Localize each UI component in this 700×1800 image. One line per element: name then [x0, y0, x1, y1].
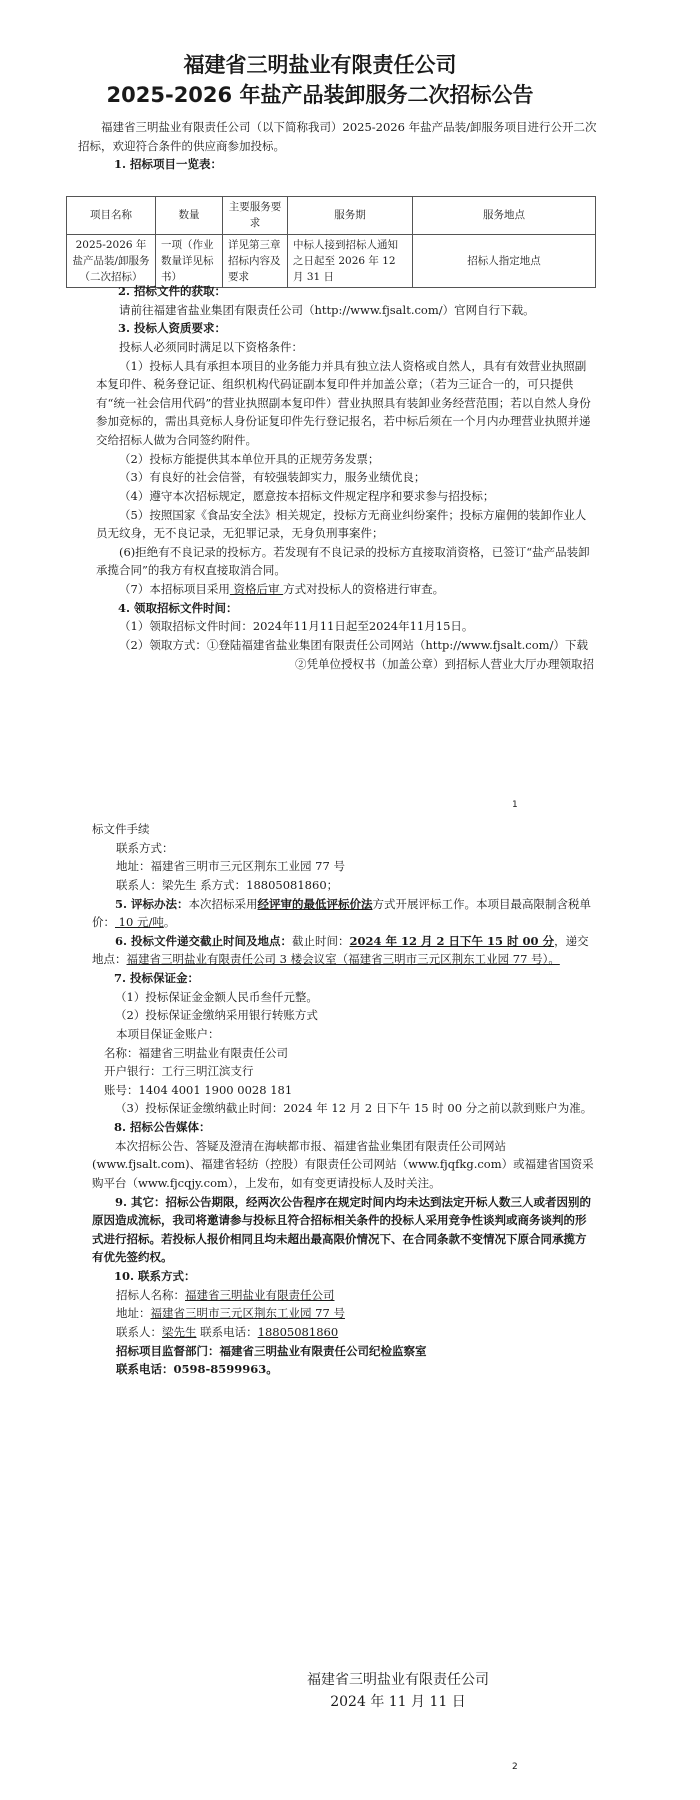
section4-line1: （1）领取招标文件时间：2024年11月11日起至2024年11月15日。: [119, 619, 474, 634]
contact-tenderer: [92, 1286, 594, 1305]
section9-text: 9. 其它：招标公告期限，经两次公告程序在规定时间内均未达到法定开标人数三人或者因别的原因造成流标，我司将邀请参与投标且符合招标相关条件的投标人采用竞争性谈判或商务谈判的形式进行招标。若投标人报价相同且均未超出最高限价情况下、在合同条款不变情况下原合同承揽方有优先签约权。: [92, 1194, 592, 1265]
intro-paragraph: 福建省三明盐业有限责任公司（以下简称我司）2025-2026 年盐产品装/卸服务项目进行公开二次招标，欢迎符合条件的供应商参加投标。: [78, 120, 597, 153]
item7-method: 资格后审: [229, 582, 284, 596]
supervision-phone: 联系电话：0598-8599963。: [116, 1362, 278, 1377]
section2-heading: 2. 招标文件的获取：: [118, 284, 227, 298]
qualification-item: (6)拒绝有不良记录的投标方。若发现有不良记录的投标方直接取消资格，已签订“盐产品装卸承揽合同”的我方有权直接取消合同。: [96, 544, 590, 578]
signature-date: 2024 年 11 月 11 日: [330, 1693, 466, 1710]
items-table: [66, 196, 596, 288]
document-title-line1: 福建省三明盐业有限责任公司: [183, 53, 457, 77]
section4-line2: （2）领取方式：①登陆福建省盐业集团有限责任公司网站（http://www.fjsalt.com/）下载: [119, 637, 588, 652]
evaluation-method: 经评审的最低评标价法: [257, 896, 373, 911]
section4-line3: ②凭单位授权书（加盖公章）到招标人营业大厅办理领取招: [295, 656, 594, 671]
contact-address-2: [92, 1304, 594, 1323]
table-cell: 中标人接到招标人通知之日起至 2026 年 12 月 31 日: [288, 234, 413, 288]
deposit-item: （1）投标保证金金额人民币叁仟元整。: [115, 989, 318, 1004]
section7-heading: 7. 投标保证金：: [114, 971, 200, 985]
section5-pre: 本次招标采用: [188, 896, 258, 911]
table-row: [67, 234, 596, 288]
deposit-account-number: 账号：1404 4001 1900 0028 181: [104, 1082, 293, 1097]
section1-heading: 1. 招标项目一览表：: [114, 157, 223, 172]
qualification-item: （4）遵守本次招标规定，愿意按本招标文件规定程序和要求参与招投标；: [119, 488, 495, 503]
max-price: 10 元/吨: [115, 915, 164, 930]
section4-heading: 4. 领取招标文件时间：: [118, 600, 238, 615]
section5-label: 5. 评标办法：: [115, 896, 189, 911]
table-cell: 详见第三章招标内容及要求: [223, 234, 288, 288]
deadline-time: 2024 年 12 月 2 日下午 15 时 00 分: [349, 933, 555, 948]
qualification-item: （5）按照国家《食品安全法》相关规定，投标方无商业纠纷案件；投标方雇佣的装卸作业人员无纹身，无不良记录，无犯罪记录，无身负刑事案件；: [96, 507, 587, 541]
page-number-1: 1: [512, 800, 518, 810]
person-phone: 18805081860: [257, 1324, 339, 1339]
section3-heading: 3. 投标人资质要求：: [118, 321, 227, 336]
deposit-item: （2）投标保证金缴纳采用银行转账方式: [115, 1008, 318, 1023]
page2-continuation: 标文件手续: [92, 822, 150, 836]
deposit-account-name: 名称：福建省三明盐业有限责任公司: [104, 1045, 288, 1060]
contact-person: 联系人：梁先生 系方式：18805081860；: [116, 877, 339, 892]
phone-label: 联系电话：: [196, 1324, 258, 1339]
section5-paragraph: [92, 895, 594, 932]
table-header: 项目名称: [67, 197, 156, 235]
item7-post: 方式对投标人的资格进行审查。: [283, 582, 445, 596]
table-header: 主要服务要求: [223, 197, 288, 235]
contact-person-2: [92, 1323, 594, 1342]
address-value: 福建省三明市三元区荆东工业园 77 号: [150, 1306, 345, 1321]
section8-text: 本次招标公告、答疑及澄清在海峡都市报、福建省盐业集团有限责任公司网站(www.fjsalt.com)、福建省轻纺（控股）有限责任公司网站（www.fjqfkg.com）或福建省国资采购平台（www.fjcqjy.com），上发布，如有变更请投标人及时关注。: [92, 1138, 594, 1190]
signature-org: 福建省三明盐业有限责任公司: [307, 1672, 489, 1688]
section5-mid: 方式开展评标工作。本项目最高限制含税单价：: [92, 896, 592, 930]
deposit-account-lead: 本项目保证金账户：: [116, 1026, 220, 1041]
person-name: 梁先生: [162, 1324, 197, 1339]
qualification-item: （3）有良好的社会信誉，有较强装卸实力，服务业绩优良；: [119, 470, 426, 485]
tenderer-name: 福建省三明盐业有限责任公司: [185, 1287, 335, 1302]
section5-end: 。: [163, 915, 176, 930]
qualification-item: （1）投标人具有承担本项目的业务能力并具有独立法人资格或自然人，具有有效营业执照副本复印件、税务登记证、组织机构代码证副本复印件并加盖公章；（若为三证合一的，可只提供有“统一社会信用代码”的营业执照副本复印件）营业执照具有装卸业务经营范围；若以自然人身份参加竞标的，需出具竞标人身份证复印件先行登记报名，若中标后须在一个月内办理营业执照并递交给招标人做为合同签约附件。: [96, 358, 591, 447]
deposit-item-3: （3）投标保证金缴纳截止时间：2024 年 12 月 2 日下午 15 时 00 分之前以款到账户为准。: [115, 1101, 593, 1116]
submission-place: 福建省三明盐业有限责任公司 3 楼会议室（福建省三明市三元区荆东工业园 77 号）。: [126, 952, 560, 967]
section6-paragraph: [92, 932, 594, 969]
signature-block: [278, 1670, 518, 1713]
page-number-2: 2: [512, 1762, 518, 1772]
table-header: 数量: [156, 197, 223, 235]
qualification-item: （2）投标方能提供其本单位开具的正规劳务发票；: [119, 451, 380, 466]
supervision-department: 招标项目监督部门：福建省三明盐业有限责任公司纪检监察室: [116, 1343, 427, 1358]
document-title-line2: 2025-2026 年盐产品装卸服务二次招标公告: [106, 83, 534, 107]
table-cell: 招标人指定地点: [413, 234, 596, 288]
table-header: 服务地点: [413, 197, 596, 235]
table-cell: 一项（作业数量详见标书）: [156, 234, 223, 288]
page2-body: [92, 820, 594, 1379]
table-cell: 2025-2026 年盐产品装/卸服务（二次招标）: [67, 234, 156, 288]
section6-mid: ，递交地点：: [92, 933, 589, 967]
intro-block: [78, 118, 598, 174]
address-label: 地址：: [116, 1306, 151, 1321]
section6-pre: 截止时间：: [292, 933, 350, 948]
qualification-item-7: [96, 580, 594, 599]
section6-label: 6. 投标文件递交截止时间及地点：: [115, 933, 293, 948]
contact-address: 地址：福建省三明市三元区荆东工业园 77 号: [116, 859, 345, 874]
table-header: 服务期: [288, 197, 413, 235]
tenderer-label: 招标人名称：: [116, 1287, 185, 1302]
table-header-row: [67, 197, 596, 235]
contact-lead: 联系方式：: [116, 840, 174, 855]
page1-body: [96, 282, 594, 673]
person-label: 联系人：: [116, 1324, 162, 1339]
deposit-bank: 开户银行：工行三明江滨支行: [104, 1064, 254, 1079]
section8-heading: 8. 招标公告媒体：: [114, 1120, 211, 1134]
item7-pre: （7）本招标项目采用: [119, 582, 230, 596]
section10-heading: 10. 联系方式：: [114, 1269, 196, 1283]
section3-lead: 投标人必须同时满足以下资格条件：: [119, 339, 303, 354]
section2-text: 请前往福建省盐业集团有限责任公司（http://www.fjsalt.com/）官网自行下载。: [119, 302, 535, 317]
